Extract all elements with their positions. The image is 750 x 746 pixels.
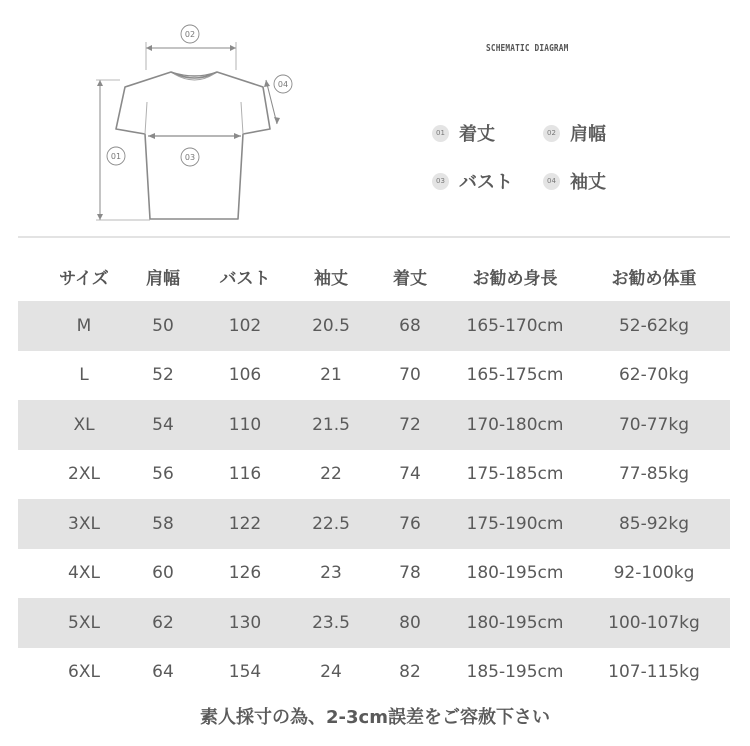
cell-height: 165-175cm <box>466 365 564 386</box>
marker-04 <box>274 75 292 93</box>
cell-height: 180-195cm <box>466 563 564 584</box>
cell-length: 76 <box>399 513 421 534</box>
table-row <box>18 648 730 698</box>
cell-bust: 126 <box>228 563 262 584</box>
header-bust: バスト <box>219 269 271 289</box>
legend-number: 04 <box>543 173 560 190</box>
legend-item-shoulder <box>543 120 606 146</box>
cell-weight: 77-85kg <box>618 464 690 485</box>
legend-label: 着丈 <box>459 124 495 145</box>
section-divider <box>18 236 730 238</box>
svg-text:02: 02 <box>184 30 196 39</box>
table-row <box>18 499 730 549</box>
svg-text:03: 03 <box>184 153 196 162</box>
header-weight: お勧め体重 <box>611 269 697 289</box>
cell-shoulder: 62 <box>152 612 174 633</box>
cell-weight: 100-107kg <box>608 612 700 633</box>
legend-item-length <box>432 120 495 146</box>
marker-02 <box>181 25 199 43</box>
cell-length: 78 <box>399 563 421 584</box>
cell-length: 70 <box>399 365 421 386</box>
measurement-disclaimer: 素人採寸の為、2-3cm誤差をご容赦下さい <box>200 707 550 728</box>
cell-bust: 130 <box>228 612 262 633</box>
cell-bust: 154 <box>228 662 262 683</box>
header-shoulder: 肩幅 <box>146 269 180 289</box>
marker-03 <box>181 148 199 166</box>
measurement-legend <box>432 117 652 197</box>
marker-01 <box>107 147 125 165</box>
schematic-diagram-title: SCHEMATIC DIAGRAM <box>486 43 569 54</box>
cell-sleeve: 20.5 <box>312 315 350 336</box>
cell-weight: 85-92kg <box>618 513 690 534</box>
cell-shoulder: 54 <box>152 414 174 435</box>
legend-label: 肩幅 <box>570 124 606 145</box>
cell-height: 180-195cm <box>466 612 564 633</box>
cell-size: 2XL <box>68 464 100 485</box>
table-row <box>18 598 730 648</box>
cell-shoulder: 58 <box>152 513 174 534</box>
header-size: サイズ <box>59 269 109 289</box>
cell-height: 170-180cm <box>466 414 564 435</box>
cell-shoulder: 56 <box>152 464 174 485</box>
cell-sleeve: 21 <box>320 365 342 386</box>
table-row <box>18 351 730 401</box>
cell-height: 175-185cm <box>466 464 564 485</box>
cell-weight: 52-62kg <box>618 315 690 336</box>
cell-size: L <box>79 365 89 386</box>
cell-bust: 122 <box>228 513 262 534</box>
legend-number: 02 <box>543 125 560 142</box>
header-sleeve: 袖丈 <box>314 269 348 289</box>
cell-sleeve: 23 <box>320 563 342 584</box>
table-row <box>18 400 730 450</box>
cell-length: 72 <box>399 414 421 435</box>
cell-length: 80 <box>399 612 421 633</box>
cell-bust: 106 <box>228 365 262 386</box>
cell-size: 6XL <box>68 662 100 683</box>
legend-number: 03 <box>432 173 449 190</box>
cell-shoulder: 60 <box>152 563 174 584</box>
cell-sleeve: 23.5 <box>312 612 350 633</box>
cell-weight: 70-77kg <box>618 414 690 435</box>
cell-length: 74 <box>399 464 421 485</box>
header-height: お勧め身長 <box>472 269 558 289</box>
cell-bust: 116 <box>228 464 262 485</box>
cell-size: 5XL <box>68 612 100 633</box>
svg-text:01: 01 <box>110 152 122 161</box>
legend-label: 袖丈 <box>570 172 606 193</box>
legend-number: 01 <box>432 125 449 142</box>
cell-shoulder: 64 <box>152 662 174 683</box>
svg-text:04: 04 <box>277 80 289 89</box>
cell-sleeve: 24 <box>320 662 342 683</box>
cell-weight: 62-70kg <box>618 365 690 386</box>
cell-size: M <box>76 315 92 336</box>
cell-weight: 107-115kg <box>608 662 700 683</box>
cell-sleeve: 22.5 <box>312 513 350 534</box>
tshirt-schematic-icon <box>88 20 318 230</box>
cell-sleeve: 22 <box>320 464 342 485</box>
table-row <box>18 301 730 351</box>
legend-item-bust <box>432 168 513 194</box>
cell-length: 68 <box>399 315 421 336</box>
cell-shoulder: 50 <box>152 315 174 336</box>
header-length: 着丈 <box>393 269 427 289</box>
cell-height: 165-170cm <box>466 315 564 336</box>
cell-bust: 110 <box>228 414 262 435</box>
cell-weight: 92-100kg <box>613 563 695 584</box>
cell-height: 185-195cm <box>466 662 564 683</box>
cell-shoulder: 52 <box>152 365 174 386</box>
cell-sleeve: 21.5 <box>312 414 350 435</box>
table-header-row <box>18 252 730 301</box>
cell-size: XL <box>73 414 95 435</box>
cell-size: 4XL <box>68 563 100 584</box>
cell-bust: 102 <box>228 315 262 336</box>
cell-height: 175-190cm <box>466 513 564 534</box>
tshirt-diagram <box>88 20 318 230</box>
size-table <box>18 252 730 697</box>
legend-item-sleeve <box>543 168 606 194</box>
legend-label: バスト <box>459 172 513 193</box>
table-row <box>18 549 730 599</box>
cell-size: 3XL <box>68 513 100 534</box>
table-row <box>18 450 730 500</box>
cell-length: 82 <box>399 662 421 683</box>
